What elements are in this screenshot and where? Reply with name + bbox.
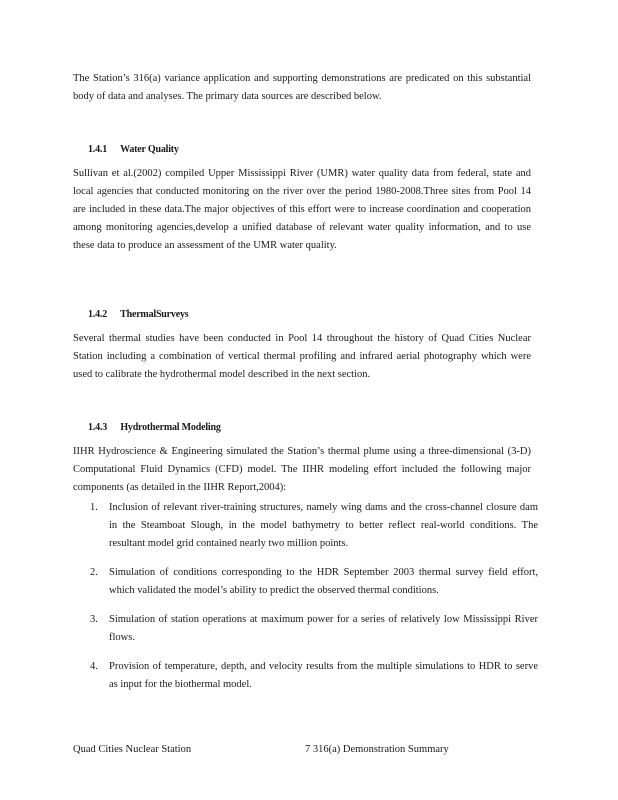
footer-right-text: 7 316(a) Demonstration Summary: [305, 744, 449, 755]
list-item-text: Simulation of conditions corresponding to the HDR September 2003 thermal survey field effort, which validated the model’s ability to predict the observed thermal conditions.: [109, 567, 538, 596]
section-title: Hydrothermal Modeling: [120, 422, 221, 433]
list-item: [90, 658, 538, 694]
footer-left-text: Quad Cities Nuclear Station: [73, 744, 192, 755]
section-number: 1.4.2: [88, 309, 108, 320]
components-list: [90, 499, 538, 705]
section-heading-hydrothermal-modeling: [88, 422, 221, 433]
hydrothermal-modeling-paragraph: IIHR Hydroscience & Engineering simulated the Station’s thermal plume using a three-dimensional (3-D) Computational Fluid Dynamics (CFD) model. The IIHR modeling effort included the following major components (as detailed in the IIHR Report,2004):: [73, 446, 531, 493]
section-heading-thermal-surveys: [88, 309, 188, 320]
section-number: 1.4.3: [88, 422, 108, 433]
section-number: 1.4.1: [88, 144, 108, 155]
section-title: ThermalSurveys: [120, 309, 189, 320]
list-item: [90, 611, 538, 647]
section-title: Water Quality: [120, 144, 179, 155]
list-item: [90, 499, 538, 553]
list-item-number: 3.: [90, 614, 98, 625]
list-item-text: Inclusion of relevant river-training structures, namely wing dams and the cross-channel closure dam in the Steamboat Slough, in the model bathymetry to better reflect real-world conditions. The resultant model grid contained nearly two million points.: [109, 502, 538, 549]
thermal-surveys-paragraph: Several thermal studies have been conducted in Pool 14 throughout the history of Quad Cities Nuclear Station including a combination of vertical thermal profiling and infrared aerial photography which were used to calibrate the hydrothermal model described in the next section.: [73, 333, 531, 380]
list-item-text: Provision of temperature, depth, and velocity results from the multiple simulations to HDR to serve as input for the biothermal model.: [109, 661, 538, 690]
water-quality-paragraph: Sullivan et al.(2002) compiled Upper Mississippi River (UMR) water quality data from federal, state and local agencies that conducted monitoring on the river over the period 1980-2008.Three sites from Pool 14 are included in these data.The major objectives of this effort were to increase coordination and cooperation among monitoring agencies,develop a unified database of relevant water quality information, and to use these data to produce an assessment of the UMR water quality.: [73, 168, 531, 251]
list-item: [90, 564, 538, 600]
list-item-text: Simulation of station operations at maximum power for a series of relatively low Mississippi River flows.: [109, 614, 538, 643]
intro-paragraph: The Station’s 316(a) variance application and supporting demonstrations are predicated on this substantial body of data and analyses. The primary data sources are described below.: [73, 73, 531, 102]
list-item-number: 1.: [90, 502, 98, 513]
list-item-number: 4.: [90, 661, 98, 672]
list-item-number: 2.: [90, 567, 98, 578]
section-heading-water-quality: [88, 144, 179, 155]
